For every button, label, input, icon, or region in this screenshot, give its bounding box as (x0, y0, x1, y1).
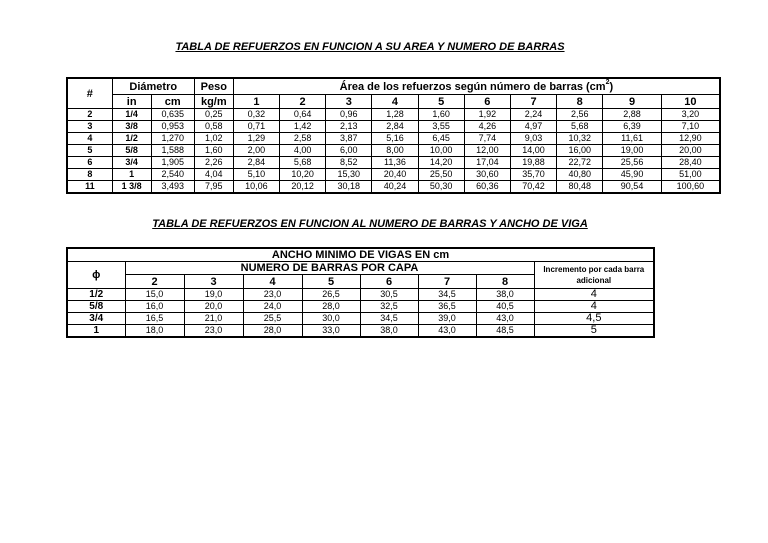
area-cell: 40,80 (557, 169, 603, 181)
area-cell: 30,60 (464, 169, 510, 181)
area-cell: 12,90 (661, 133, 720, 145)
area-cell: 1,28 (372, 109, 418, 121)
table-row (67, 301, 654, 313)
table-row (67, 289, 654, 301)
area-cell: 51,00 (661, 169, 720, 181)
area-cell: 10,20 (280, 169, 326, 181)
area-cell: 100,60 (661, 181, 720, 194)
cm-header: cm (151, 95, 194, 109)
area-cell: 1,60 (418, 109, 464, 121)
area-cell: 60,36 (464, 181, 510, 194)
diameter-in-cell: 1 3/8 (112, 181, 151, 194)
bar-count-header: 3 (326, 95, 372, 109)
area-cell: 5,16 (372, 133, 418, 145)
width-cell: 26,5 (302, 289, 360, 301)
bar-count-header: 5 (302, 275, 360, 289)
bar-number-cell: 5 (67, 145, 112, 157)
area-cell: 2,84 (233, 157, 279, 169)
area-cell: 25,56 (603, 157, 662, 169)
width-cell: 30,0 (302, 313, 360, 325)
area-cell: 35,70 (510, 169, 556, 181)
width-cell: 28,0 (302, 301, 360, 313)
area-cell: 70,42 (510, 181, 556, 194)
diameter-in-cell: 3/4 (112, 157, 151, 169)
width-cell: 43,0 (418, 325, 476, 338)
inch-header: in (112, 95, 151, 109)
area-cell: 2,13 (326, 121, 372, 133)
reinforcement-area-table (66, 77, 721, 194)
width-cell: 32,5 (360, 301, 418, 313)
width-cell: 33,0 (302, 325, 360, 338)
area-cell: 2,56 (557, 109, 603, 121)
table1-subheader-row (67, 95, 720, 109)
diameter-cm-cell: 1,905 (151, 157, 194, 169)
table2-title: TABLA DE REFUERZOS EN FUNCION AL NUMERO DE BARRAS Y ANCHO DE VIGA (152, 218, 588, 230)
width-cell: 34,5 (418, 289, 476, 301)
diameter-in-cell: 1/2 (112, 133, 151, 145)
phi-header: ϕ (67, 262, 125, 289)
diameter-cm-cell: 3,493 (151, 181, 194, 194)
width-cell: 34,5 (360, 313, 418, 325)
area-cell: 20,00 (661, 145, 720, 157)
area-cell: 4,26 (464, 121, 510, 133)
width-cell: 38,0 (360, 325, 418, 338)
area-cell: 16,00 (557, 145, 603, 157)
area-cell: 2,88 (603, 109, 662, 121)
area-cell: 2,58 (280, 133, 326, 145)
area-cell: 3,20 (661, 109, 720, 121)
width-cell: 23,0 (184, 325, 243, 338)
bar-count-header: 9 (603, 95, 662, 109)
width-cell: 16,5 (125, 313, 184, 325)
table-row (67, 157, 720, 169)
width-cell: 48,5 (476, 325, 534, 338)
width-cell: 40,5 (476, 301, 534, 313)
weight-cell: 2,26 (194, 157, 233, 169)
area-cell: 20,40 (372, 169, 418, 181)
table1-title: TABLA DE REFUERZOS EN FUNCION A SU AREA Y NUMERO DE BARRAS (175, 41, 565, 53)
area-cell: 11,61 (603, 133, 662, 145)
area-cell: 7,74 (464, 133, 510, 145)
bar-number-cell: 8 (67, 169, 112, 181)
area-cell: 2,84 (372, 121, 418, 133)
area-cell: 4,00 (280, 145, 326, 157)
diameter-in-cell: 1 (112, 169, 151, 181)
width-cell: 21,0 (184, 313, 243, 325)
area-cell: 5,10 (233, 169, 279, 181)
table-row (67, 169, 720, 181)
weight-cell: 0,58 (194, 121, 233, 133)
area-cell: 90,54 (603, 181, 662, 194)
width-cell: 24,0 (243, 301, 302, 313)
area-cell: 80,48 (557, 181, 603, 194)
area-cell: 7,10 (661, 121, 720, 133)
width-cell: 19,0 (184, 289, 243, 301)
bar-number-cell: 3 (67, 121, 112, 133)
table-row (67, 325, 654, 338)
area-cell: 28,40 (661, 157, 720, 169)
bar-count-header: 3 (184, 275, 243, 289)
area-cell: 2,24 (510, 109, 556, 121)
bar-number-cell: 2 (67, 109, 112, 121)
area-cell: 6,00 (326, 145, 372, 157)
area-cell: 19,00 (603, 145, 662, 157)
bar-number-cell: 6 (67, 157, 112, 169)
table-row (67, 133, 720, 145)
area-cell: 1,42 (280, 121, 326, 133)
weight-cell: 0,25 (194, 109, 233, 121)
area-cell: 19,88 (510, 157, 556, 169)
weight-cell: 1,02 (194, 133, 233, 145)
area-cell: 14,20 (418, 157, 464, 169)
diameter-cm-cell: 0,953 (151, 121, 194, 133)
increment-cell: 5 (534, 325, 654, 338)
table-row (67, 313, 654, 325)
area-cell: 1,29 (233, 133, 279, 145)
area-cell: 3,87 (326, 133, 372, 145)
area-cell: 25,50 (418, 169, 464, 181)
table1-header-row (67, 78, 720, 95)
area-cell: 14,00 (510, 145, 556, 157)
bar-number-cell: 11 (67, 181, 112, 194)
area-cell: 17,04 (464, 157, 510, 169)
table-row (67, 145, 720, 157)
weight-cell: 1,60 (194, 145, 233, 157)
width-cell: 18,0 (125, 325, 184, 338)
diameter-cm-cell: 0,635 (151, 109, 194, 121)
area-cell: 5,68 (557, 121, 603, 133)
area-cell: 15,30 (326, 169, 372, 181)
bar-count-header: 4 (372, 95, 418, 109)
bar-count-header: 4 (243, 275, 302, 289)
area-cell: 5,68 (280, 157, 326, 169)
increment-cell: 4 (534, 289, 654, 301)
table-row (67, 109, 720, 121)
bars-per-layer-header: NUMERO DE BARRAS POR CAPA (125, 262, 534, 275)
area-cell: 0,71 (233, 121, 279, 133)
width-cell: 28,0 (243, 325, 302, 338)
diameter-in-cell: 5/8 (112, 145, 151, 157)
table-row (67, 121, 720, 133)
increment-cell: 4,5 (534, 313, 654, 325)
width-cell: 43,0 (476, 313, 534, 325)
diameter-header: Diámetro (112, 78, 194, 95)
area-cell: 9,03 (510, 133, 556, 145)
weight-header: Peso (194, 78, 233, 95)
bar-number-header: # (67, 78, 112, 109)
width-cell: 20,0 (184, 301, 243, 313)
width-cell: 36,5 (418, 301, 476, 313)
increment-cell: 4 (534, 301, 654, 313)
bar-number-cell: 4 (67, 133, 112, 145)
bar-count-header: 2 (125, 275, 184, 289)
weight-cell: 4,04 (194, 169, 233, 181)
bar-count-header: 8 (476, 275, 534, 289)
diameter-cm-cell: 1,270 (151, 133, 194, 145)
phi-cell: 5/8 (67, 301, 125, 313)
area-cell: 1,92 (464, 109, 510, 121)
min-width-header: ANCHO MINIMO DE VIGAS EN cm (67, 248, 654, 262)
area-cell: 10,32 (557, 133, 603, 145)
phi-cell: 1 (67, 325, 125, 338)
bar-count-header: 5 (418, 95, 464, 109)
bar-count-header: 7 (510, 95, 556, 109)
area-header: Área de los refuerzos según número de barras $(cm^2)$ (233, 78, 720, 95)
area-cell: 22,72 (557, 157, 603, 169)
area-cell: 8,52 (326, 157, 372, 169)
area-cell: 3,55 (418, 121, 464, 133)
area-cell: 45,90 (603, 169, 662, 181)
weight-cell: 7,95 (194, 181, 233, 194)
bar-count-header: 6 (464, 95, 510, 109)
area-cell: 20,12 (280, 181, 326, 194)
area-cell: 0,64 (280, 109, 326, 121)
weight-unit-header: kg/m (194, 95, 233, 109)
table2-header-row (67, 248, 654, 262)
bar-count-header: 1 (233, 95, 279, 109)
width-cell: 38,0 (476, 289, 534, 301)
diameter-cm-cell: 2,540 (151, 169, 194, 181)
width-cell: 15,0 (125, 289, 184, 301)
area-cell: 0,32 (233, 109, 279, 121)
area-cell: 6,45 (418, 133, 464, 145)
width-cell: 30,5 (360, 289, 418, 301)
area-cell: 40,24 (372, 181, 418, 194)
increment-header: Incremento por cada barra adicional (534, 262, 654, 289)
width-cell: 16,0 (125, 301, 184, 313)
area-cell: 6,39 (603, 121, 662, 133)
area-cell: 2,00 (233, 145, 279, 157)
phi-cell: 3/4 (67, 313, 125, 325)
bar-count-header: 2 (280, 95, 326, 109)
area-cell: 11,36 (372, 157, 418, 169)
area-cell: 10,00 (418, 145, 464, 157)
width-cell: 23,0 (243, 289, 302, 301)
diameter-cm-cell: 1,588 (151, 145, 194, 157)
area-cell: 12,00 (464, 145, 510, 157)
area-cell: 50,30 (418, 181, 464, 194)
width-cell: 25,5 (243, 313, 302, 325)
phi-cell: 1/2 (67, 289, 125, 301)
bar-count-header: 6 (360, 275, 418, 289)
table-row (67, 181, 720, 194)
beam-width-table (66, 247, 655, 338)
bar-count-header: 8 (557, 95, 603, 109)
area-cell: 4,97 (510, 121, 556, 133)
bar-count-header: 10 (661, 95, 720, 109)
diameter-in-cell: 1/4 (112, 109, 151, 121)
table2-subheader-row (67, 262, 654, 275)
width-cell: 39,0 (418, 313, 476, 325)
bar-count-header: 7 (418, 275, 476, 289)
area-cell: 0,96 (326, 109, 372, 121)
area-cell: 30,18 (326, 181, 372, 194)
diameter-in-cell: 3/8 (112, 121, 151, 133)
area-cell: 8,00 (372, 145, 418, 157)
area-cell: 10,06 (233, 181, 279, 194)
